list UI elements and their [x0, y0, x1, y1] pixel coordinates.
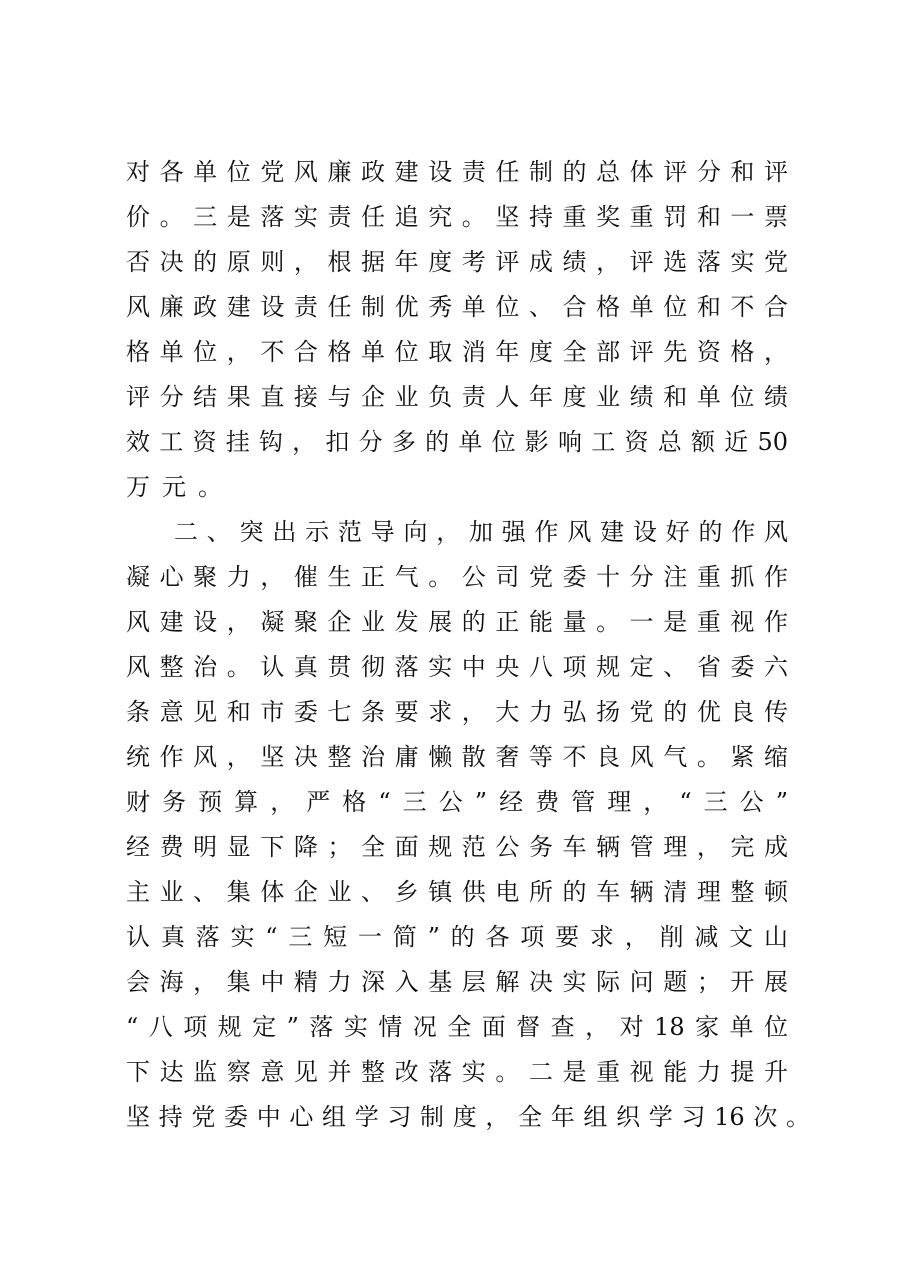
- text-line-8: 万元。: [126, 473, 234, 501]
- text-line-6: 评分结果直接与企业负责人年度业绩和单位绩: [126, 383, 788, 411]
- text-line-16: 经费明显下降；全面规范公务车辆管理，完成: [126, 833, 788, 861]
- text-line-20: “八项规定”落实情况全面督查，对18家单位: [126, 1013, 788, 1041]
- text-line-10: 凝心聚力，催生正气。公司党委十分注重抓作: [126, 563, 788, 591]
- text-line-21: 下达监察意见并整改落实。二是重视能力提升: [126, 1058, 788, 1086]
- text-line-11: 风建设，凝聚企业发展的正能量。一是重视作: [126, 608, 788, 636]
- text-line-17: 主业、集体企业、乡镇供电所的车辆清理整顿: [126, 878, 788, 906]
- text-line-4: 风廉政建设责任制优秀单位、合格单位和不合: [126, 293, 788, 321]
- text-line-19: 会海，集中精力深入基层解决实际问题；开展: [126, 968, 788, 996]
- text-line-3: 否决的原则，根据年度考评成绩，评选落实党: [126, 248, 788, 276]
- text-line-13: 条意见和市委七条要求，大力弘扬党的优良传: [126, 698, 788, 726]
- text-line-5: 格单位，不合格单位取消年度全部评先资格，: [126, 338, 788, 366]
- text-line-2: 价。三是落实责任追究。坚持重奖重罚和一票: [126, 203, 788, 231]
- text-line-15: 财务预算，严格“三公”经费管理，“三公”: [126, 788, 788, 816]
- text-line-22: 坚持党委中心组学习制度，全年组织学习16次。: [126, 1103, 810, 1131]
- paragraph-heading-line: 二、突出示范导向，加强作风建设好的作风: [174, 518, 788, 546]
- text-line-18: 认真落实“三短一简”的各项要求，削减文山: [126, 923, 788, 951]
- text-line-14: 统作风，坚决整治庸懒散奢等不良风气。紧缩: [126, 743, 788, 771]
- text-line-12: 风整治。认真贯彻落实中央八项规定、省委六: [126, 653, 788, 681]
- text-line-1: 对各单位党风廉政建设责任制的总体评分和评: [126, 158, 788, 186]
- text-line-7: 效工资挂钩，扣分多的单位影响工资总额近50: [126, 428, 788, 456]
